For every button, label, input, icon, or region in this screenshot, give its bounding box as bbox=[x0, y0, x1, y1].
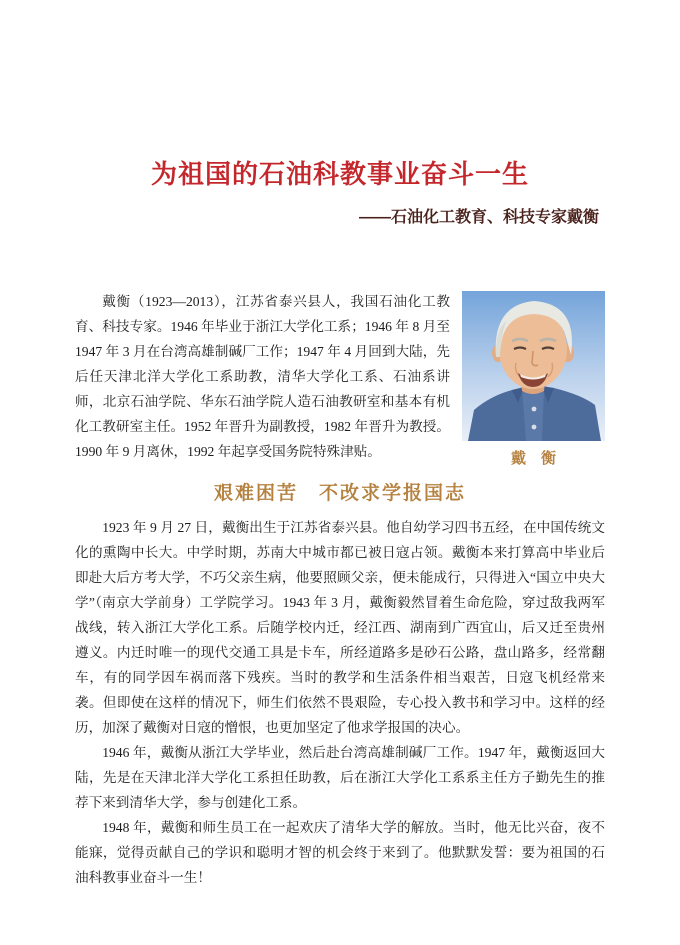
article-subtitle: ——石油化工教育、科技专家戴衡 bbox=[358, 209, 599, 226]
portrait-figure bbox=[462, 291, 605, 468]
photo-caption: 戴 衡 bbox=[510, 451, 556, 467]
intro-section bbox=[75, 289, 605, 472]
section-heading: 艰难困苦 不改求学报国志 bbox=[213, 483, 466, 504]
intro-paragraph: 戴衡（1923—2013），江苏省泰兴县人，我国石油化工教育、科技专家。1946 年毕业于浙江大学化工系；1946 年 8 月至 1947 年 3 月在台湾高雄制碱厂工作；1947 年 4 月回到大陆，先后任天津北洋大学化工系助教，清华大学化工系、石油系讲师，北京石油学院、华东石油学院人造石油教研室和基本有机化工教研室主任。1952 年晋升为副教授，1982 年晋升为教授。1990 年 9 月离休，1992 年起享受国务院特殊津贴。 bbox=[75, 294, 450, 459]
page-title: 为祖国的石油科教事业奋斗一生 bbox=[150, 160, 529, 189]
portrait-photo bbox=[462, 291, 605, 441]
body-paragraph-2: 1946 年，戴衡从浙江大学毕业，然后赴台湾高雄制碱厂工作。1947 年，戴衡返回大陆，先是在天津北洋大学化工系担任助教，后在浙江大学化工系系主任方子勤先生的推荐下来到清华大学，参与创建化工系。 bbox=[75, 745, 605, 810]
portrait-image bbox=[462, 291, 605, 441]
body-paragraph-1: 1923 年 9 月 27 日，戴衡出生于江苏省泰兴县。他自幼学习四书五经，在中国传统文化的熏陶中长大。中学时期，苏南大中城市都已被日寇占领。戴衡本来打算高中毕业后即赴大后方考大学，不巧父亲生病，他要照顾父亲，便未能成行，只得进入“国立中央大学”（南京大学前身）工学院学习。1943 年 3 月，戴衡毅然冒着生命危险，穿过敌我两军战线，转入浙江大学化工系。后随学校内迁，经江西、湖南到广西宜山，后又迁至贵州遵义。内迁时唯一的现代交通工具是卡车，所经道路多是砂石公路，盘山路多，经常翻车，有的同学因车祸而落下残疾。当时的教学和生活条件相当艰苦，日寇飞机经常来袭。但即使在这样的情况下，师生们依然不畏艰险，专心投入教书和学习中。这样的经历，加深了戴衡对日寇的憎恨，也更加坚定了他求学报国的决心。 bbox=[75, 520, 605, 735]
body-paragraph-3: 1948 年，戴衡和师生员工在一起欢庆了清华大学的解放。当时，他无比兴奋，夜不能寐，觉得贡献自己的学识和聪明才智的机会终于来到了。他默默发誓：要为祖国的石油科教事业奋斗一生！ bbox=[75, 820, 605, 885]
